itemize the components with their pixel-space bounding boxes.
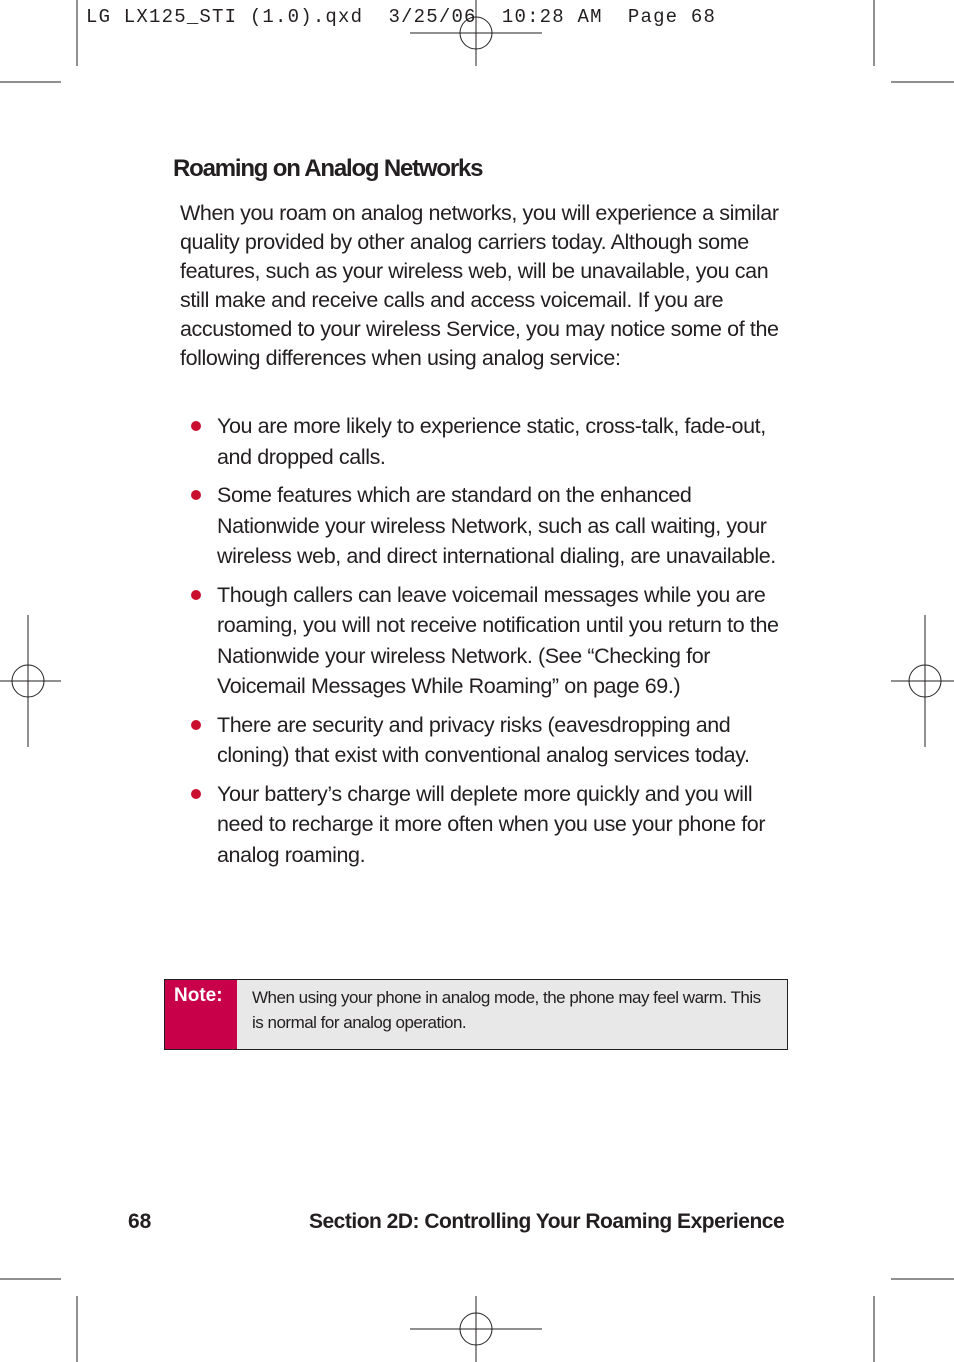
file-slug-line: LG LX125_STI (1.0).qxd 3/25/06 10:28 AM Page 68	[86, 6, 717, 28]
note-text: When using your phone in analog mode, the phone may feel warm. This is normal for analog operation.	[252, 988, 761, 1032]
intro-paragraph: When you roam on analog networks, you will experience a similar quality provided by other analog carriers today. Although some features, such as your wireless web, will be unavailable, you can still make and receive calls and access voicemail. If you are accustomed to your wireless Service, you may notice some of the following differences when using analog service:	[180, 201, 779, 370]
page-number: 68	[128, 1210, 152, 1233]
bullet-dot-icon	[191, 490, 201, 500]
bullet-dot-icon	[191, 590, 201, 600]
registration-mark-icon	[0, 615, 61, 747]
list-item-text: Though callers can leave voicemail messages while you are roaming, you will not receive notification until you return to the Nationwide your wireless Network. (See “Checking for Voicemail Messages While Roaming” on page 69.)	[217, 582, 779, 698]
list-item	[188, 580, 788, 702]
bullet-dot-icon	[191, 720, 201, 730]
footer-section-title: Section 2D: Controlling Your Roaming Experience	[309, 1210, 785, 1233]
bullet-dot-icon	[191, 421, 201, 431]
list-item-text: Some features which are standard on the enhanced Nationwide your wireless Network, such as call waiting, your wireless web, and direct international dialing, are unavailable.	[217, 483, 776, 568]
bullet-dot-icon	[191, 789, 201, 799]
differences-list	[188, 411, 788, 878]
list-item	[188, 779, 788, 871]
list-item	[188, 710, 788, 771]
list-item-text: You are more likely to experience static, cross-talk, fade-out, and dropped calls.	[217, 414, 766, 469]
list-item	[188, 411, 788, 472]
list-item-text: Your battery’s charge will deplete more quickly and you will need to recharge it more often when you use your phone for analog roaming.	[217, 781, 766, 867]
list-item	[188, 480, 788, 572]
section-heading: Roaming on Analog Networks	[173, 155, 483, 182]
registration-mark-icon	[410, 1296, 542, 1362]
registration-mark-icon	[891, 615, 954, 747]
note-box	[164, 979, 788, 1050]
list-item-text: There are security and privacy risks (eavesdropping and cloning) that exist with conventional analog services today.	[217, 712, 750, 767]
note-label: Note:	[165, 980, 237, 1049]
